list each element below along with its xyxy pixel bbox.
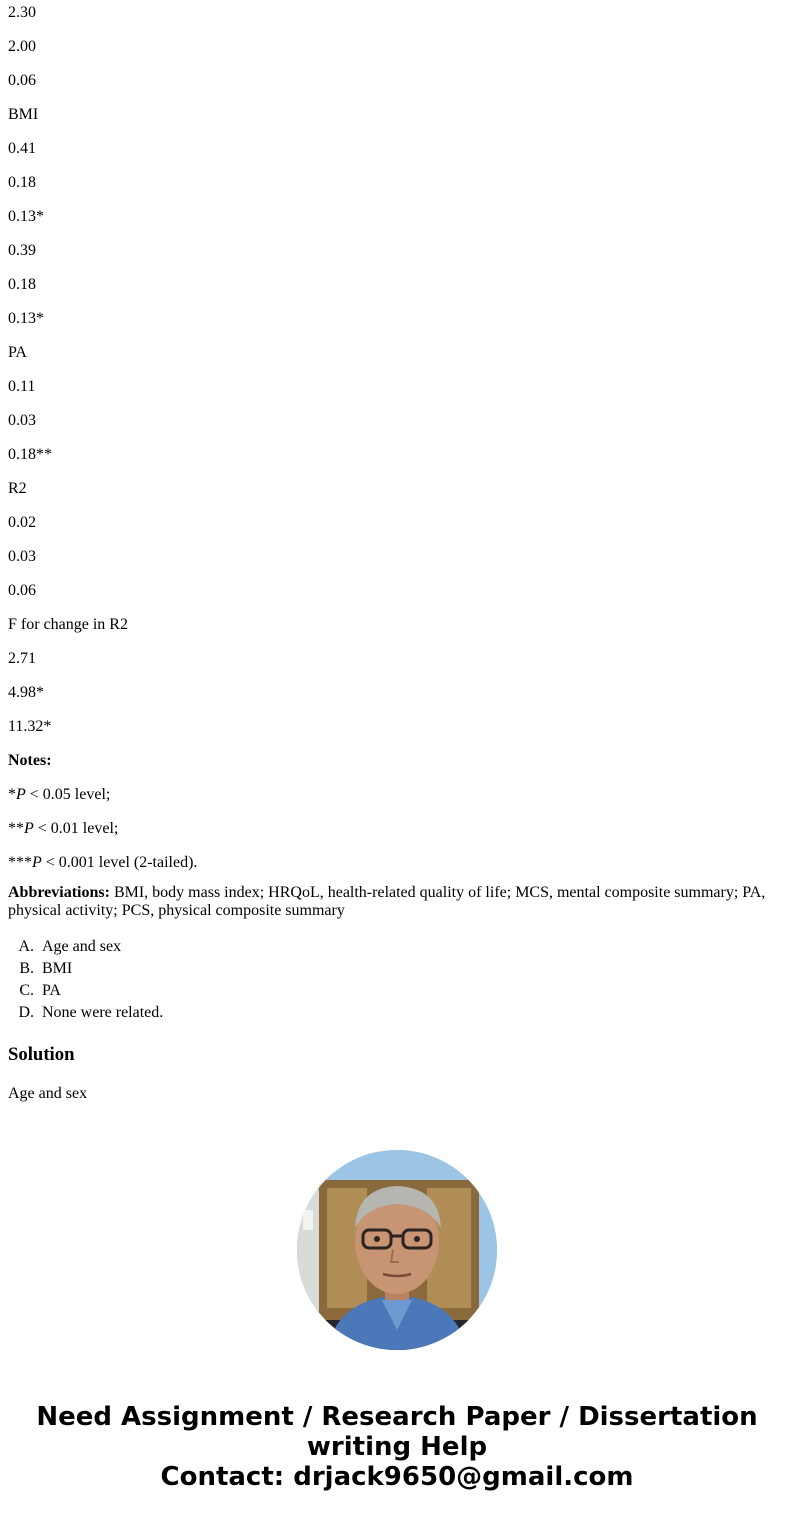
option-letter: A. <box>18 938 34 955</box>
avatar <box>297 1150 497 1350</box>
table-cell: 0.39 <box>8 242 36 259</box>
note-text: < 0.001 level (2-tailed). <box>41 854 198 871</box>
table-cell: BMI <box>8 106 39 123</box>
table-cell: 0.11 <box>8 378 36 395</box>
table-cell: 0.02 <box>8 514 36 531</box>
option-letter: D. <box>18 1004 34 1021</box>
table-cell: 0.06 <box>8 582 36 599</box>
option-text: Age and sex <box>42 938 122 955</box>
option-text: PA <box>42 982 61 999</box>
option-letter: C. <box>19 982 34 999</box>
abbreviations <box>8 884 786 920</box>
table-cell: 2.71 <box>8 650 36 667</box>
note-p: P <box>32 854 42 871</box>
note-text: < 0.05 level; <box>25 786 111 803</box>
note-text: < 0.01 level; <box>33 820 119 837</box>
table-cell: 0.03 <box>8 548 36 565</box>
cta-line-1: Need Assignment / Research Paper / Dissertation <box>36 1402 758 1432</box>
abbreviations-text: BMI, body mass index; HRQoL, health-related quality of life; MCS, mental composite summary; PA, physical activity; PCS, physical composite summary <box>8 884 766 919</box>
table-cell: 0.13* <box>8 208 44 225</box>
note-p001 <box>8 850 786 884</box>
note-p05 <box>8 782 786 816</box>
table-cell: 0.13* <box>8 310 44 327</box>
table-cell: 0.18 <box>8 174 36 191</box>
option-text: BMI <box>42 960 73 977</box>
notes-title <box>8 748 786 782</box>
option-d <box>8 1002 786 1024</box>
answer-options <box>8 936 786 1024</box>
table-cell: 0.18** <box>8 446 52 463</box>
solution-heading: Solution <box>8 1044 75 1065</box>
table-cell: F for change in R2 <box>8 616 128 633</box>
option-b <box>8 958 786 980</box>
avatar-photo <box>297 1150 497 1350</box>
contact-banner <box>8 1402 786 1492</box>
notes-title-text: Notes: <box>8 752 52 769</box>
table-cell: 0.06 <box>8 72 36 89</box>
table-cell: 0.41 <box>8 140 36 157</box>
note-p01 <box>8 816 786 850</box>
note-stars: ** <box>8 820 24 837</box>
table-cell: 0.03 <box>8 412 36 429</box>
table-cell: 11.32* <box>8 718 52 735</box>
option-c <box>8 980 786 1002</box>
cta-line-3: Contact: drjack9650@gmail.com <box>160 1462 634 1492</box>
note-stars: * <box>8 786 16 803</box>
notes-section <box>8 748 786 884</box>
table-cell: 0.18 <box>8 276 36 293</box>
table-cell: 4.98* <box>8 684 44 701</box>
abbreviations-label: Abbreviations: <box>8 884 110 901</box>
solution-answer: Age and sex <box>8 1085 88 1102</box>
table-tail <box>8 0 786 748</box>
note-p: P <box>24 820 34 837</box>
note-p: P <box>16 786 26 803</box>
option-text: None were related. <box>42 1004 164 1021</box>
option-a <box>8 936 786 958</box>
cta-line-2: writing Help <box>306 1432 488 1462</box>
note-stars: *** <box>8 854 32 871</box>
table-cell: 2.00 <box>8 38 36 55</box>
table-cell: R2 <box>8 480 27 497</box>
option-letter: B. <box>19 960 34 977</box>
avatar-container <box>8 1150 786 1350</box>
table-cell: PA <box>8 344 27 361</box>
table-cell: 2.30 <box>8 4 36 21</box>
